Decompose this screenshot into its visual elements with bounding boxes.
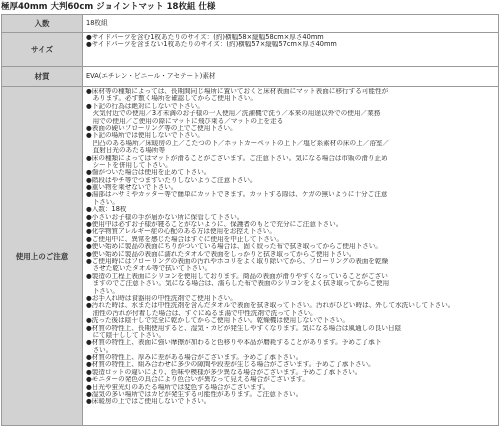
spec-table [1,14,499,426]
size-line: ●サイドパーツを含まない1枚あたりのサイズ：(約)横幅57×縦幅57cm×厚さ40mm [86,41,337,49]
care-line: シートを併用して下さい。 [86,161,172,169]
care-line: ●製造ロットの違いにより、色味や模様が多少異なる場合がございます。予めご了承下さい。 [86,368,362,376]
care-line: させた乾いたタオル等で拭いて下さい。 [86,265,212,273]
care-line: ●ご使用中に、異常を感じた場合はすぐに使用を中止して下さい。 [86,235,283,243]
care-line: 下さい。 [86,287,119,295]
care-line: ●湯部はハサミやカッター等で簡単にカットできます。カットする際は、ケガの無いように十分ご注意 [86,191,388,199]
care-line: ●入数：18枚 [86,206,127,214]
size-value [83,33,499,67]
care-line: あります。必ず敷く場所を確認してからご使用下さい。 [86,95,257,103]
care-line: 火気付近での使用／3才未満のお子様の一人使用／洗濯機で洗う／本来の用途以外での使用／業務 [86,110,381,118]
spec-title: 極厚40mm 大判60cm ジョイントマット 18枚組 仕様 [1,2,216,12]
care-line: ●材質の特性上、表面に強い摩擦が加わると色移りや本品が磨耗することがあります。予めご了承下 [86,339,382,347]
care-line: ●傷がついた場合は使用を止めて下さい。 [86,169,211,177]
material-value: EVA(エチレン・ビニール・アセテート)素材 [83,67,499,87]
care-line [86,406,495,413]
care-line: ●小さいお子様の手が届かない所に保管して下さい。 [86,213,244,221]
care-line: さい。 [86,346,113,354]
spec-row-care [2,87,499,426]
care-label: 使用上のご注意 [2,87,83,426]
care-line: ●表面の硬いフローリング等の上でご使用下さい。 [86,124,237,132]
spec-row-size [2,33,499,67]
care-line: ●階段はやチ等でつまずいたりしないようご注意下さい。 [86,176,257,184]
care-line: 油性の汚れが付着した場合は、すぐにぬるま湯で中性洗剤で洗って下さい。 [86,309,317,317]
care-line: ●重い物を乗せないで下さい。 [86,184,178,192]
care-line: 下さい。 [86,198,119,206]
care-line: にて陰干しして下さい。 [86,331,166,339]
care-notes [83,87,499,426]
care-line: ●ご使用時にはフローリングの表面の汚れやホコリをよく取り除いてから、フローリングの表面を乾燥 [86,257,389,265]
care-line: ●湿気の多い場所ではカビが発生する可能性があります。ご注意下さい。 [86,391,303,399]
care-line: ●床の種類によってはマットが滑ることがございます。ご注意下さい。気になる場合は市販の滑り止め [86,154,388,162]
care-line: ますのでご注意下さい。気になる場合は、濡らした布で表面のシリコンをよく拭き取ってからご使用 [86,280,390,288]
spec-row-material [2,67,499,87]
care-line: ●下記の行為は絶対にしないで下さい。 [86,102,204,110]
material-label: 材質 [2,67,83,87]
care-line: ●製造の工程上表面にシリコンを使用しております。商品の表面が滑りやすくなっていることがござい [86,272,388,280]
care-line: ●汚れた時は、水または中性洗剤を含んだタオルで表面を拭き取って下さい。汚れがひどい時は、外して水洗いして下さい。 [86,302,455,310]
count-label: 入数 [2,15,83,33]
care-line: 直射日光のあたる場所等 [86,147,166,155]
care-line: ●モニターの発色の具合により色合いが異なって見える場合がございます。 [86,376,309,384]
spec-row-count [2,15,499,33]
care-line: ●化学物質アレルギー症の心配のある方は使用をお控え下さい。 [86,228,276,236]
care-line: ●使用中は必ずお子様が寝ることがないように、保護者のもとで充分にご注意下さい。 [86,221,343,229]
care-line: ●使い始めに製品の表面に濡れたタオルで表面をしっかりと拭き取ってからご使用下さい。 [86,250,356,258]
care-line: ●洗った後は陰干しで完全に乾かしてからご使用下さい。乾燥機は使用しないで下さい。 [86,317,349,325]
care-line: ●お手入れ時は食器用の中性洗剤でご使用下さい。 [86,294,237,302]
size-line: ●サイドパーツを含む1枚あたりのサイズ：(約)横幅58×縦幅58cm×厚さ40mm [86,34,324,41]
count-value: 18枚組 [83,15,499,33]
care-line: ●材質の特性上、組み合わせに多少の隙間や段差が生じる場合がございます。予めご了承下さい。 [86,361,375,369]
care-line: 凹凸のある場所／床暖房の上／こたつの下／ホットカーペットの上下／塩ビ系素材の床の上／浴室／ [86,139,390,147]
care-line: 用での使用／ご使用の際にマットに飛び乗る／マットの上を走る [86,117,284,125]
care-line: ●床材等の種類によっては、長期間同じ場所に置いておくと床材表面にマット表面に移行する可能性が [86,88,389,95]
care-line: ●材質の特性上、長期使用すると、湿気・カビが発生しやすくなります。気になる場合は風通しの良い日陰 [86,324,402,332]
care-line: ●日光や蛍光灯のあたる場所では変色する場合がございます。 [86,383,270,391]
size-label: サイズ [2,33,83,67]
care-line: ●使い始めに製品の表面にちりがついている場合は、固く絞った布で拭き取ってからご使用下さい。 [86,243,382,251]
care-line: ●床暖房の上ではご使用しないで下さい。 [86,398,211,406]
care-line: ●材質の特性上、厚みに差がある場合がございます。予めご了承下さい。 [86,354,303,362]
care-line: ●下記の場所では使用しないで下さい。 [86,132,204,140]
